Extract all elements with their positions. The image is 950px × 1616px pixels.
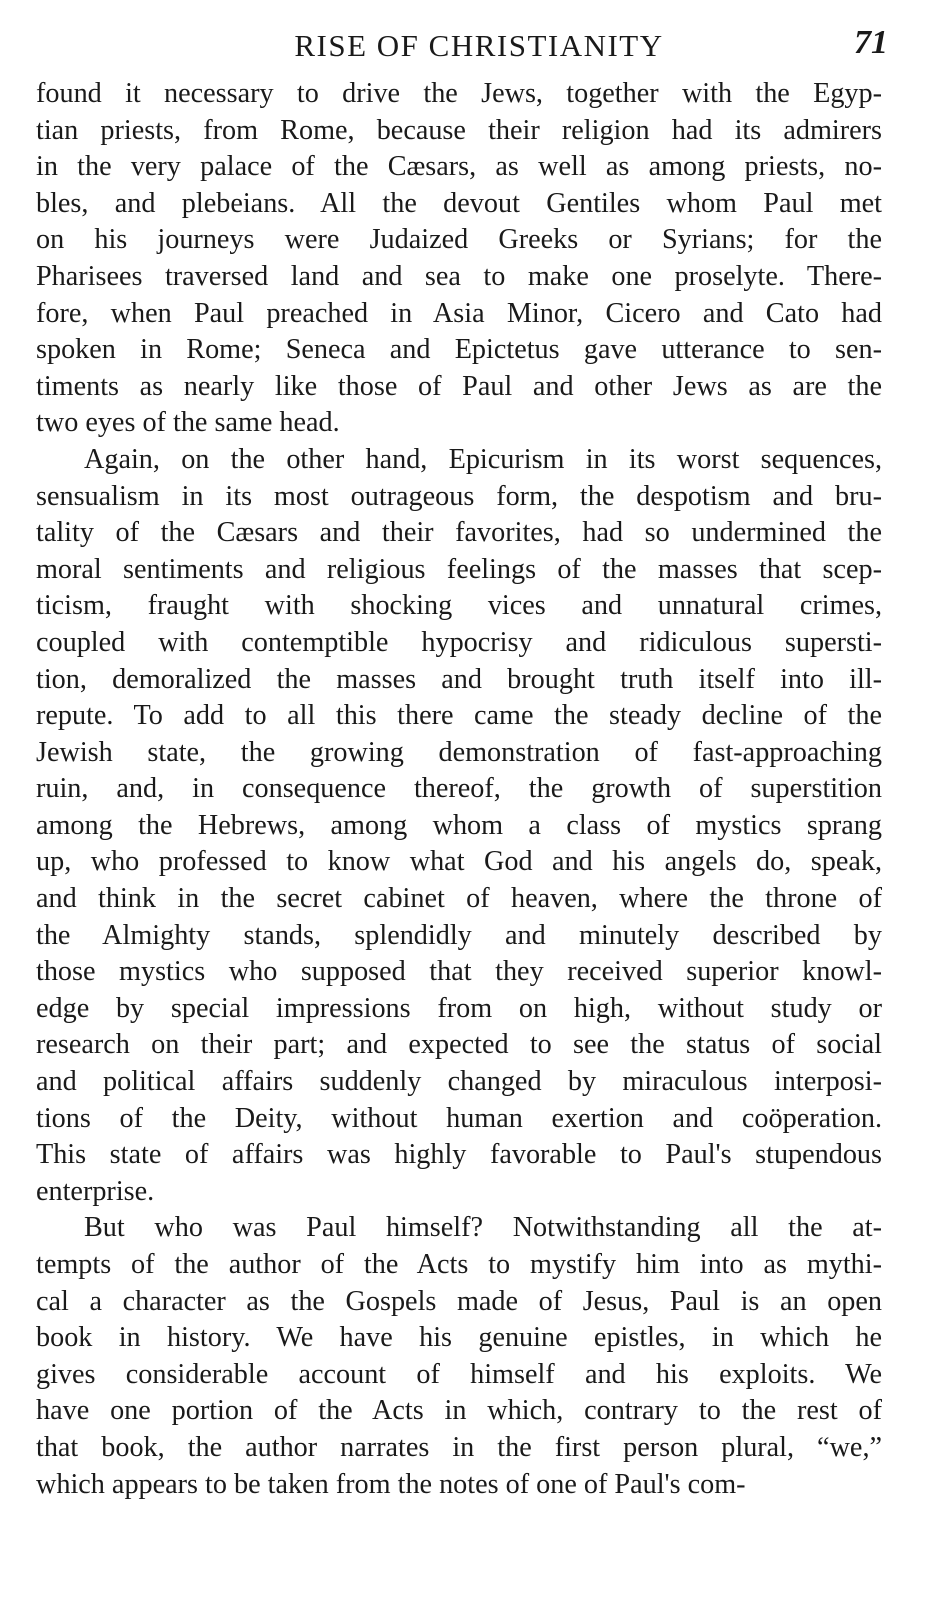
text-line: tian priests, from Rome, because their religion had its admirers <box>36 114 882 146</box>
text-line: Again, on the other hand, Epicurism in its worst sequences, <box>84 443 882 475</box>
paragraph <box>36 1210 882 1503</box>
text-line: Jewish state, the growing demonstration of fast-approaching <box>36 736 882 768</box>
text-line: But who was Paul himself? Notwithstanding all the at- <box>84 1212 882 1244</box>
body-text <box>36 76 882 1503</box>
text-line: which appears to be taken from the notes of one of Paul's com- <box>36 1468 746 1500</box>
page-header <box>36 24 888 76</box>
paragraph <box>36 442 882 1210</box>
text-line: two eyes of the same head. <box>36 407 340 439</box>
text-line: and think in the secret cabinet of heaven, where the throne of <box>36 883 882 915</box>
page-number: 71 <box>854 24 888 61</box>
text-line: sensualism in its most outrageous form, the despotism and bru- <box>36 480 882 512</box>
text-line: bles, and plebeians. All the devout Gentiles whom Paul met <box>36 187 882 219</box>
text-line: cal a character as the Gospels made of Jesus, Paul is an open <box>36 1285 882 1317</box>
text-line: tion, demoralized the masses and brought truth itself into ill- <box>36 663 882 695</box>
text-line: fore, when Paul preached in Asia Minor, Cicero and Cato had <box>36 297 882 329</box>
text-line: on his journeys were Judaized Greeks or Syrians; for the <box>36 224 882 256</box>
text-line: This state of affairs was highly favorable to Paul's stupendous <box>36 1139 882 1171</box>
text-line: moral sentiments and religious feelings of the masses that scep- <box>36 553 882 585</box>
text-line: the Almighty stands, splendidly and minutely described by <box>36 919 882 951</box>
text-line: tempts of the author of the Acts to mystify him into as mythi- <box>36 1249 882 1280</box>
text-line: coupled with contemptible hypocrisy and ridiculous supersti- <box>36 626 882 658</box>
text-line: and political affairs suddenly changed by miraculous interposi- <box>36 1066 882 1098</box>
text-line: those mystics who supposed that they received superior knowl- <box>36 956 882 988</box>
text-line: enterprise. <box>36 1175 155 1207</box>
text-line: timents as nearly like those of Paul and other Jews as are the <box>36 370 882 402</box>
paragraph <box>36 76 882 442</box>
text-line: edge by special impressions from on high, without study or <box>36 992 882 1024</box>
text-line: book in history. We have his genuine epistles, in which he <box>36 1322 882 1354</box>
text-line: ticism, fraught with shocking vices and unnatural crimes, <box>36 590 882 622</box>
text-line: Pharisees traversed land and sea to make one proselyte. There- <box>36 260 882 292</box>
text-line: have one portion of the Acts in which, contrary to the rest of <box>36 1395 882 1427</box>
text-line: research on their part; and expected to see the status of social <box>36 1029 882 1061</box>
text-line: repute. To add to all this there came the steady decline of the <box>36 700 882 732</box>
text-line: in the very palace of the Cæsars, as well as among priests, no- <box>36 151 882 183</box>
text-line: tions of the Deity, without human exertion and coöperation. <box>36 1102 882 1134</box>
book-page <box>36 24 888 1503</box>
text-line: gives considerable account of himself and his exploits. We <box>36 1358 882 1390</box>
text-line: tality of the Cæsars and their favorites, had so undermined the <box>36 517 882 549</box>
text-line: spoken in Rome; Seneca and Epictetus gave utterance to sen- <box>36 334 882 366</box>
text-line: up, who professed to know what God and his angels do, speak, <box>36 846 882 878</box>
text-line: among the Hebrews, among whom a class of mystics sprang <box>36 809 882 841</box>
running-head: RISE OF CHRISTIANITY <box>294 28 664 63</box>
text-line: ruin, and, in consequence thereof, the growth of superstition <box>36 773 882 805</box>
text-line: that book, the author narrates in the first person plural, “we,” <box>36 1431 882 1463</box>
text-line: found it necessary to drive the Jews, together with the Egyp- <box>36 78 882 109</box>
